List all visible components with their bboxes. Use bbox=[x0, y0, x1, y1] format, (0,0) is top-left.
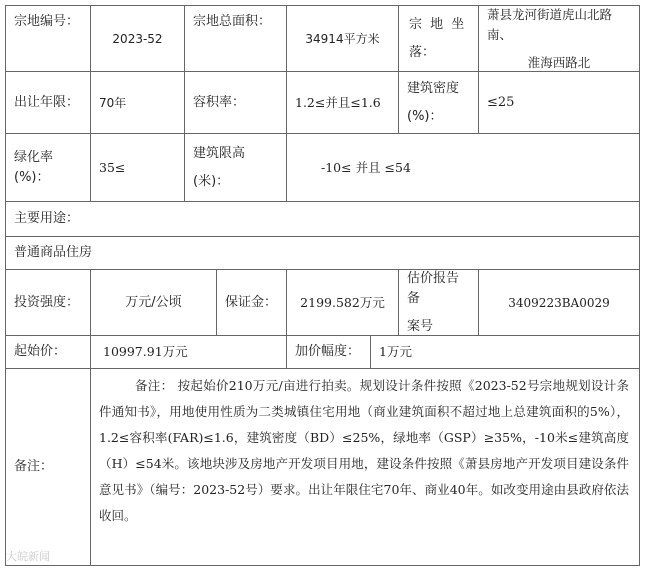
location-line2: 淮海西路北 bbox=[527, 54, 591, 70]
term-label: 出让年限： bbox=[5, 71, 91, 134]
density-value: ≤25 bbox=[478, 71, 640, 134]
height-label bbox=[184, 133, 287, 202]
appraisal-label-line1: 估价报告备 bbox=[407, 270, 460, 306]
start-price-label: 起始价： bbox=[5, 335, 91, 369]
density-label-line2: (%)： bbox=[407, 108, 443, 124]
green-label: 绿化率(%)： bbox=[5, 133, 91, 202]
deposit-value: 2199.582万元 bbox=[286, 269, 399, 336]
location-value bbox=[478, 5, 640, 72]
parcel-no-label: 宗地编号： bbox=[5, 5, 91, 72]
far-value: 1.2≤并且≤1.6 bbox=[286, 71, 399, 134]
parcel-no-value: 2023-52 bbox=[90, 5, 185, 72]
start-price-value: 10997.91万元 bbox=[90, 335, 287, 369]
remarks-label: 备注： bbox=[5, 368, 91, 566]
total-area-value: 34914平方米 bbox=[286, 5, 399, 72]
green-value: 35≤ bbox=[90, 133, 185, 202]
height-label-line1: 建筑限高 bbox=[193, 145, 246, 161]
main-use-value: 普通商品住房 bbox=[5, 236, 640, 270]
location-label-line1: 宗 地 坐 bbox=[409, 16, 467, 32]
increment-label: 加价幅度： bbox=[286, 335, 371, 369]
main-use-label: 主要用途： bbox=[5, 201, 640, 237]
remarks-text: 备注： 按起始价210万元/亩进行拍卖。规划设计条件按照《2023-52号宗地规划设计条件通知书》，用地使用性质为二类城镇住宅用地（商业建筑面积不超过地上总建筑面积的5%），1.2≤容积率(FAR)≤1.6，建筑密度（BD）≤25%，绿地率（GSP）≥35%，-10米≤建筑高度（H）≤54米。该地块涉及房地产开发项目用地，建设条件按照《萧县房地产开发项目建设条件意见书》（编号：2023-52号）要求。出让年限住宅70年、商业40年。如改变用途由县政府依法收回。 bbox=[90, 368, 640, 566]
far-label: 容积率： bbox=[184, 71, 287, 134]
density-label bbox=[398, 71, 479, 134]
location-label bbox=[398, 5, 479, 72]
invest-value: 万元/公顷 bbox=[90, 269, 217, 336]
location-line1: 萧县龙河街道虎山北路南、 bbox=[487, 6, 613, 42]
watermark: 大皖新闻 bbox=[6, 550, 50, 563]
invest-label: 投资强度： bbox=[5, 269, 91, 336]
height-value: -10≤ 并且 ≤54 bbox=[286, 133, 640, 202]
location-label-line2: 落： bbox=[409, 44, 436, 60]
term-value: 70年 bbox=[90, 71, 185, 134]
deposit-label: 保证金： bbox=[216, 269, 287, 336]
appraisal-label-line2: 案号 bbox=[407, 318, 434, 334]
increment-value: 1万元 bbox=[370, 335, 640, 369]
appraisal-label bbox=[398, 269, 479, 336]
appraisal-value: 3409223BA0029 bbox=[478, 269, 640, 336]
height-label-line2: (米)： bbox=[193, 173, 230, 189]
density-label-line1: 建筑密度 bbox=[407, 80, 460, 96]
total-area-label: 宗地总面积： bbox=[184, 5, 287, 72]
